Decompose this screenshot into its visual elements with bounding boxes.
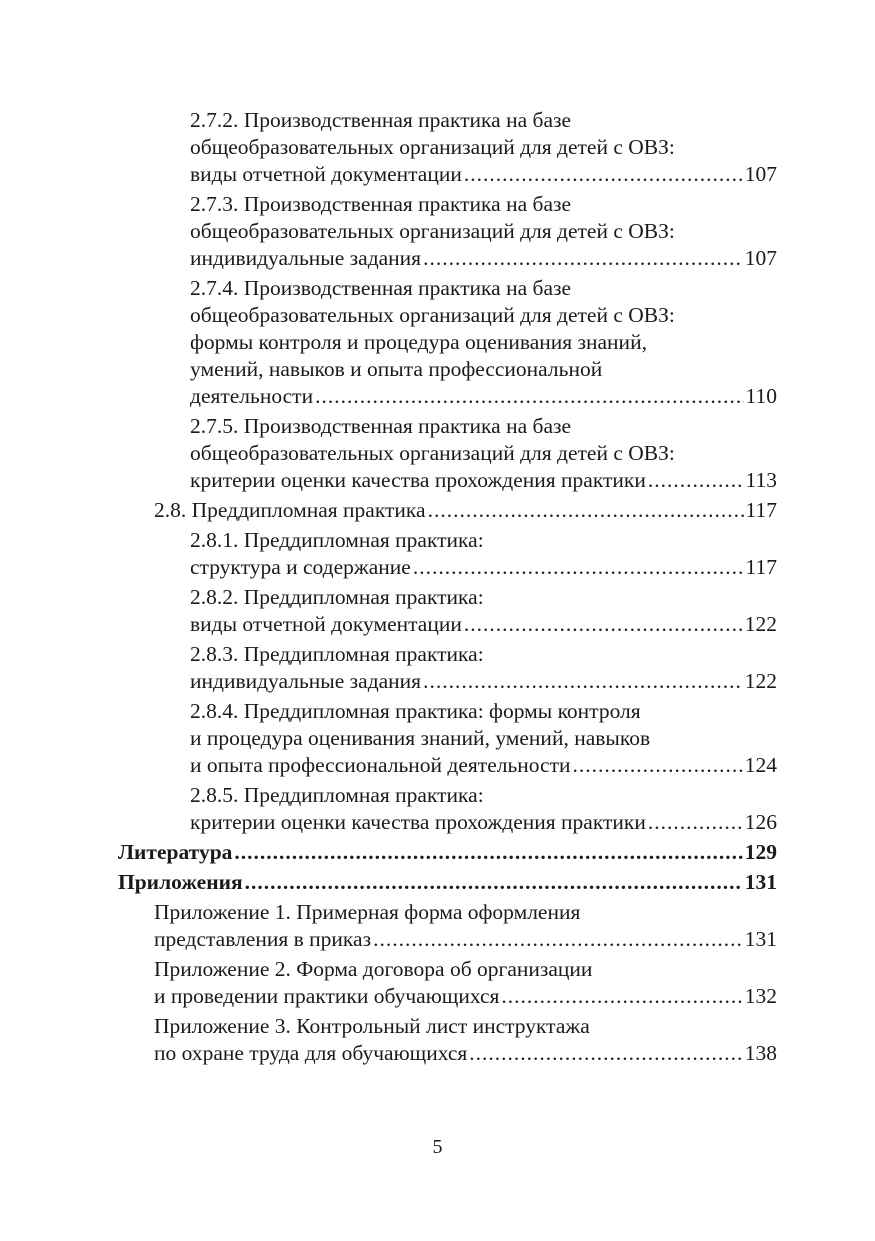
toc-entry-leader-line: [190, 467, 777, 494]
toc-entry-title: критерии оценки качества прохождения практики: [190, 468, 646, 492]
toc-entry-line: 2.7.4. Производственная практика на базе: [190, 276, 572, 300]
toc-entry-page: 131: [744, 927, 777, 951]
dot-leader: [464, 611, 743, 638]
table-of-contents: [118, 107, 777, 1070]
toc-entry-line: 2.7.3. Производственная практика на базе: [190, 192, 572, 216]
toc-entry-line: 2.7.5. Производственная практика на базе: [190, 414, 572, 438]
toc-entry: [190, 641, 777, 695]
toc-entry-page: 132: [744, 984, 777, 1008]
toc-entry-line: Приложение 1. Примерная форма оформления: [154, 900, 581, 924]
toc-entry-page: 138: [744, 1041, 777, 1065]
dot-leader: [648, 809, 743, 836]
toc-entry-line: общеобразовательных организаций для детей с ОВЗ:: [190, 135, 675, 159]
toc-entry: [190, 107, 777, 188]
toc-entry-leader-line: [190, 554, 777, 581]
toc-entry-leader-line: [190, 383, 777, 410]
dot-leader: [423, 245, 743, 272]
toc-entry-line: 2.8.5. Преддипломная практика:: [190, 783, 484, 807]
toc-entry-line: общеобразовательных организаций для детей с ОВЗ:: [190, 441, 675, 465]
toc-entry: [190, 413, 777, 494]
toc-entry: [154, 1013, 777, 1067]
toc-entry-title: деятельности: [190, 384, 314, 408]
dot-leader: [469, 1040, 742, 1067]
toc-entry-line: общеобразовательных организаций для детей с ОВЗ:: [190, 219, 675, 243]
toc-entry-leader-line: [190, 668, 777, 695]
toc-entry-title: критерии оценки качества прохождения практики: [190, 810, 646, 834]
dot-leader: [573, 752, 743, 779]
toc-entry-page: 113: [745, 468, 777, 492]
toc-entry-leader-line: [190, 752, 777, 779]
toc-entry: [154, 899, 777, 953]
toc-entry: [154, 956, 777, 1010]
dot-leader: [501, 983, 742, 1010]
toc-entry-title: индивидуальные задания: [190, 246, 422, 270]
dot-leader: [315, 383, 743, 410]
toc-entry-title: Литература: [118, 840, 233, 864]
toc-entry-title: и проведении практики обучающихся: [154, 984, 500, 1008]
toc-entry-page: 131: [744, 870, 777, 894]
dot-leader: [373, 926, 743, 953]
dot-leader: [413, 554, 744, 581]
dot-leader: [648, 467, 744, 494]
toc-entry-line: и процедура оценивания знаний, умений, навыков: [190, 726, 651, 750]
toc-entry-title: виды отчетной документации: [190, 612, 462, 636]
toc-entry-page: 126: [744, 810, 777, 834]
toc-entry-title: по охране труда для обучающихся: [154, 1041, 468, 1065]
toc-entry-leader-line: [154, 1040, 777, 1067]
dot-leader: [234, 839, 742, 866]
toc-entry: [190, 782, 777, 836]
toc-entry: [154, 497, 777, 524]
toc-entry-title: представления в приказ: [154, 927, 372, 951]
toc-entry-page: 110: [745, 384, 777, 408]
toc-entry-line: 2.8.4. Преддипломная практика: формы контроля: [190, 699, 641, 723]
toc-entry-leader-line: [190, 161, 777, 188]
toc-entry-page: 124: [744, 753, 777, 777]
toc-entry-line: 2.8.1. Преддипломная практика:: [190, 528, 484, 552]
toc-entry: [190, 698, 777, 779]
toc-entry-title: структура и содержание: [190, 555, 411, 579]
dot-leader: [423, 668, 743, 695]
toc-entry-line: умений, навыков и опыта профессиональной: [190, 357, 603, 381]
toc-entry-leader-line: [118, 869, 777, 896]
toc-entry-page: 122: [744, 669, 777, 693]
toc-entry-page: 129: [744, 840, 777, 864]
toc-entry-page: 107: [744, 246, 777, 270]
toc-entry-leader-line: [190, 245, 777, 272]
dot-leader: [464, 161, 743, 188]
toc-entry-leader-line: [118, 839, 777, 866]
toc-entry-leader-line: [190, 809, 777, 836]
toc-entry-leader-line: [154, 926, 777, 953]
toc-entry-leader-line: [190, 611, 777, 638]
toc-entry: [190, 527, 777, 581]
toc-entry-leader-line: [154, 497, 777, 524]
toc-entry-page: 107: [744, 162, 777, 186]
toc-entry: [118, 839, 777, 866]
toc-entry-line: Приложение 3. Контрольный лист инструктажа: [154, 1014, 590, 1038]
toc-entry-title: виды отчетной документации: [190, 162, 462, 186]
toc-entry-line: формы контроля и процедура оценивания знаний,: [190, 330, 647, 354]
page-number: 5: [432, 1136, 443, 1158]
dot-leader: [245, 869, 743, 896]
toc-entry-title: 2.8. Преддипломная практика: [154, 498, 426, 522]
toc-entry-leader-line: [154, 983, 777, 1010]
toc-entry-page: 117: [745, 498, 777, 522]
toc-entry: [190, 275, 777, 410]
dot-leader: [428, 497, 744, 524]
toc-entry-title: Приложения: [118, 870, 243, 894]
toc-entry-line: общеобразовательных организаций для детей с ОВЗ:: [190, 303, 675, 327]
toc-entry: [190, 191, 777, 272]
toc-entry: [118, 869, 777, 896]
toc-entry-page: 122: [744, 612, 777, 636]
toc-entry-line: 2.7.2. Производственная практика на базе: [190, 108, 572, 132]
toc-entry-title: и опыта профессиональной деятельности: [190, 753, 571, 777]
toc-entry-line: 2.8.2. Преддипломная практика:: [190, 585, 484, 609]
toc-entry-page: 117: [745, 555, 777, 579]
toc-entry-line: 2.8.3. Преддипломная практика:: [190, 642, 484, 666]
toc-entry-line: Приложение 2. Форма договора об организации: [154, 957, 593, 981]
toc-entry: [190, 584, 777, 638]
toc-entry-title: индивидуальные задания: [190, 669, 422, 693]
